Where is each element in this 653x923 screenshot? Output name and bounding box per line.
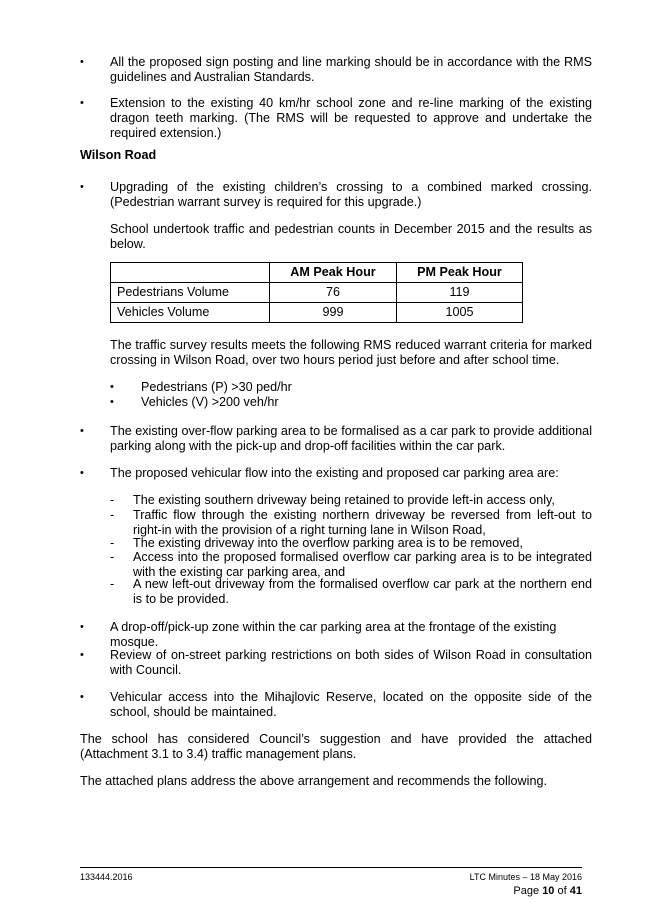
footer-doc-number: 133444.2016 [80,872,133,882]
page-total: 41 [569,885,582,897]
dash-icon: - [110,577,115,591]
flow-text: Traffic flow through the existing northern driveway be reversed from left-out to right-in with the provision of a right turning lane in Wilson Road, [133,508,592,537]
table-cell: 119 [396,283,522,303]
dash-icon: - [110,550,115,564]
table-row [111,283,523,303]
bullet-text: The proposed vehicular flow into the existing and proposed car parking area are: [110,466,559,480]
paragraph-counts: School undertook traffic and pedestrian counts in December 2015 and the results as below. [110,222,592,251]
bullet-text: Extension to the existing 40 km/hr school zone and re-line marking of the existing dragon teeth marking. (The RMS will be requested to approve and undertake the required extension.) [110,96,592,140]
page-number [513,884,582,899]
table-cell: 76 [270,283,397,303]
page-current: 10 [542,885,555,897]
footer-minutes: LTC Minutes – 18 May 2016 [469,872,582,882]
bullet-text: Upgrading of the existing children’s crossing to a combined marked crossing. (Pedestrian warrant survey is required for this upgrade.) [110,180,592,209]
bullet-icon: • [80,691,84,703]
section-heading: Wilson Road [80,148,157,162]
bullet-text: The existing over-flow parking area to be formalised as a car park to provide additional parking along with the pick-up and drop-off facilities within the car park. [110,424,592,453]
table-header-cell: AM Peak Hour [270,263,397,283]
criteria-text: Vehicles (V) >200 veh/hr [141,395,279,409]
bullet-icon: • [110,381,114,393]
footer-rule [80,867,582,868]
bullet-icon: • [110,396,114,408]
traffic-count-table [110,262,523,323]
criteria-text: Pedestrians (P) >30 ped/hr [141,380,292,394]
bullet-text: All the proposed sign posting and line marking should be in accordance with the RMS guidelines and Australian Standards. [110,55,592,84]
table-cell: Pedestrians Volume [111,283,270,303]
dash-icon: - [110,493,115,507]
bullet-icon: • [80,97,84,109]
bullet-icon: • [80,56,84,68]
paragraph-plans: The attached plans address the above arrangement and recommends the following. [80,774,547,788]
table-cell: 999 [270,303,397,323]
table-cell: Vehicles Volume [111,303,270,323]
dash-icon: - [110,536,115,550]
bullet-icon: • [80,181,84,193]
table-header-cell [111,263,270,283]
flow-text: Access into the proposed formalised overflow car parking area is to be integrated with the existing car parking area, and [133,550,592,579]
bullet-text: Vehicular access into the Mihajlovic Reserve, located on the opposite side of the school, should be maintained. [110,690,592,719]
page-of-label: of [557,885,567,897]
bullet-icon: • [80,621,84,633]
flow-text: The existing southern driveway being retained to provide left-in access only, [133,493,555,507]
table-row [111,303,523,323]
bullet-icon: • [80,649,84,661]
bullet-icon: • [80,425,84,437]
table-cell: 1005 [396,303,522,323]
dash-icon: - [110,508,115,522]
page-label: Page [513,885,540,897]
bullet-text: A drop-off/pick-up zone within the car parking area at the frontage of the existing mosque. [110,620,557,649]
bullet-icon: • [80,467,84,479]
flow-text: The existing driveway into the overflow parking area is to be removed, [133,536,523,550]
flow-text: A new left-out driveway from the formalised overflow car park at the northern end is to be provided. [133,577,592,606]
bullet-text: Review of on-street parking restrictions on both sides of Wilson Road in consultation with Council. [110,648,592,677]
paragraph-survey: The traffic survey results meets the following RMS reduced warrant criteria for marked crossing in Wilson Road, over two hours period just before and after school time. [110,338,592,367]
table-header-cell: PM Peak Hour [396,263,522,283]
paragraph-school: The school has considered Council’s suggestion and have provided the attached (Attachment 3.1 to 3.4) traffic management plans. [80,732,592,761]
table-header-row [111,263,523,283]
